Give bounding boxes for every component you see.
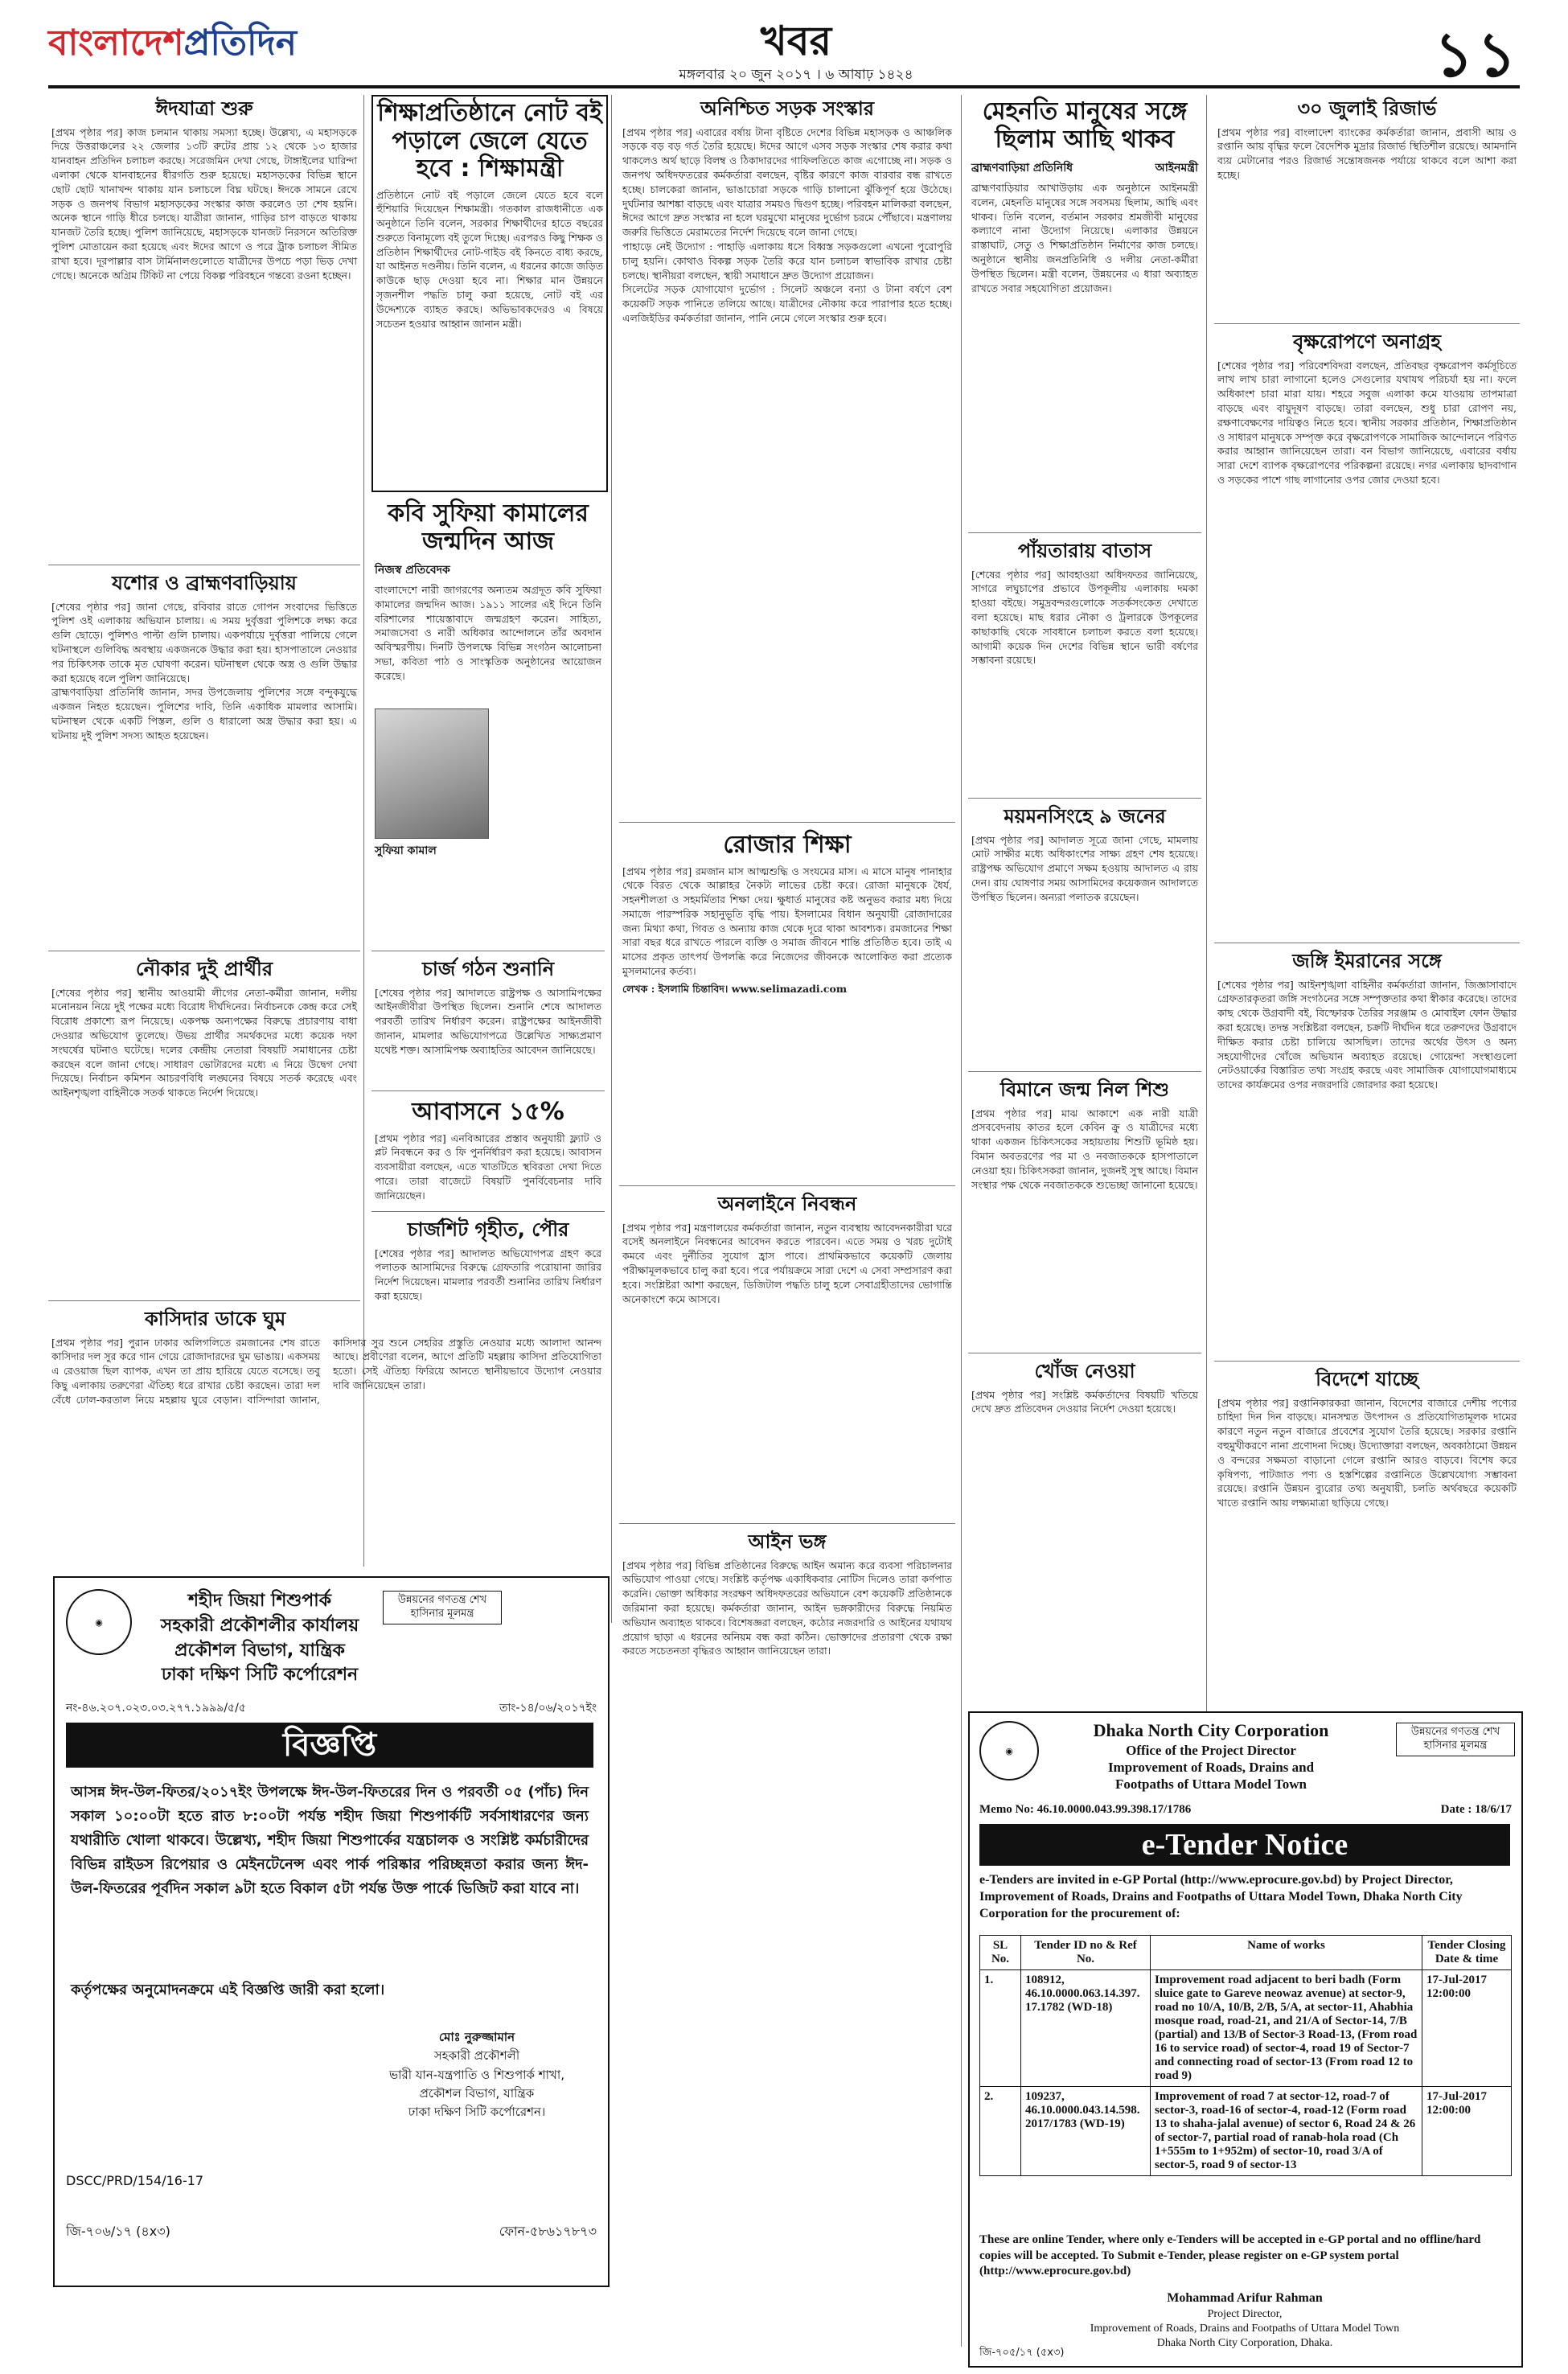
tender-table-header (980, 1936, 1512, 1970)
column-rule (1206, 95, 1207, 1711)
article-body: [প্রথম পৃষ্ঠার পর] রপ্তানিকারকরা জানান, বিদেশের বাজারে দেশীয় পণ্যের চাহিদা দিন দিন বাড়ছে। মানসম্মত উৎপাদন ও প্রতিযোগিতামূলক দামের কারণে নতুন নতুন বাজারে প্রবেশের সুযোগ তৈরি হয়েছে। সরকার রপ্তানি বহুমুখীকরণে নানা প্রণোদনা দিচ্ছে। উদ্যোক্তারা বলছেন, অবকাঠামো উন্নয়ন ও বন্দরের সক্ষমতা বাড়ানো গেলে রপ্তানি আরও বাড়বে। বিশেষ করে কৃষিপণ্য, পাটজাত পণ্য ও হস্তশিল্পের রপ্তানিতে উল্লেখযোগ্য সম্ভাবনা রয়েছে। রপ্তানি উন্নয়ন ব্যুরোর তথ্য অনুযায়ী, চলতি অর্থবছরে কয়েকটি খাতে রপ্তানি আয় লক্ষ্যমাত্রা ছাড়িয়ে গেছে। (1217, 1396, 1517, 1509)
article-headline: রোজার শিক্ষা (723, 831, 852, 859)
ad-banner: বিজ্ঞপ্তি (66, 1723, 593, 1768)
article-mymensingh (968, 803, 1201, 1068)
article-headline: আইন ভঙ্গ (748, 1530, 827, 1553)
article-byline-right: আইনমন্ত্রী (1155, 162, 1198, 175)
article-headline: বৃক্ষরোপণে অনাগ্রহ (1292, 331, 1442, 353)
article-chargesheet (371, 1216, 605, 1301)
article-headline: শিক্ষাপ্রতিষ্ঠানে নোট বই পড়ালে জেলে যেতে হবে : শিক্ষামন্ত্রী (377, 99, 602, 183)
ad-slogan: উন্নয়নের গণতন্ত্র শেখ হাসিনার মূলমন্ত্র (1396, 1723, 1515, 1756)
ad-org-line2: সহকারী প্রকৌশলীর কার্যালয় (160, 1615, 359, 1636)
article-body: ব্রাহ্মণবাড়িয়ার আখাউড়ায় এক অনুষ্ঠানে আইনমন্ত্রী বলেন, মেহনতি মানুষের সঙ্গে সবসময় ছিলাম, আছি এবং থাকব। তিনি বলেন, বর্তমান সরকার শ্রমজীবী মানুষের কল্যাণে নানা উদ্যোগ নিয়েছে। এলাকার উন্নয়নে রাস্তাঘাট, সেতু ও শিক্ষাপ্রতিষ্ঠান নির্মাণের কাজ চলছে। অনুষ্ঠানে স্থানীয় জনপ্রতিনিধি ও দলীয় নেতা-কর্মীরা উপস্থিত ছিলেন। মন্ত্রী বলেন, উন্নয়নের এ ধারা অব্যাহত রাখতে সবার সহযোগিতা প্রয়োজন। (971, 182, 1198, 294)
article-jessore (48, 569, 360, 947)
ad-ref-code: জি-৭০৬/১৭ (৪x৩) (66, 2224, 170, 2239)
column-header: Tender ID no & Ref No. (1021, 1936, 1151, 1970)
article-headline: নৌকার দুই প্রার্থীর (135, 958, 273, 980)
article-body: প্রতিষ্ঠানে নোট বই পড়ালে জেলে যেতে হবে বলে হুঁশিয়ারি দিয়েছেন শিক্ষামন্ত্রী। গতকাল রাজধানীতে এক অনুষ্ঠানে তিনি বলেন, সরকার শিক্ষার্থীদের হাতে বছরের শুরুতে বিনামূল্যে বই তুলে দিচ্ছে। এরপরও কিছু শিক্ষক ও প্রতিষ্ঠান শিক্ষার্থীদের নোট-গাইড বই কিনতে বাধ্য করছে, যা আইনত দণ্ডনীয়। তিনি বলেন, এ ধরনের কাজে জড়িত কাউকে ছাড় দেওয়া হবে না। শিক্ষার মান উন্নয়নে সৃজনশীল পদ্ধতি চালু করা হয়েছে, নোট বই এর উদ্দেশ্যকে ব্যাহত করছে। অভিভাবকদেরও এ বিষয়ে সচেতন হওয়ার আহ্বান জানান মন্ত্রী। (376, 188, 603, 330)
article-body: [প্রথম পৃষ্ঠার পর] রমজান মাস আত্মশুদ্ধি ও সংযমের মাস। এ মাসে মানুষ পানাহার থেকে বিরত থেকে আল্লাহর নৈকট্য লাভের চেষ্টা করে। রোজা মানুষকে ধৈর্য, সহনশীলতা ও সহমর্মিতার শিক্ষা দেয়। ক্ষুধার্ত মানুষের কষ্ট অনুভব করার মধ্য দিয়ে সমাজে পারস্পরিক সহানুভূতি বৃদ্ধি পায়। ইসলামের বিধান অনুযায়ী রোজাদারের জন্য মিথ্যা কথা, গিবত ও অন্যায় কাজ থেকে দূরে থাকা আবশ্যক। রমজানের শিক্ষা সারা বছর ধরে রাখতে পারলে ব্যক্তি ও সমাজ জীবনে শান্তি প্রতিষ্ঠিত হবে। তাই এ মাসের প্রকৃত তাৎপর্য উপলব্ধি করে নিজেদের জীবনকে আলোকিত করা প্রত্যেক মুসলমানের কর্তব্য। (622, 865, 952, 978)
article-headline: চার্জ গঠন শুনানি (421, 958, 555, 980)
article-body: [প্রথম পৃষ্ঠার পর] মন্ত্রণালয়ের কর্মকর্তারা জানান, নতুন ব্যবস্থায় আবেদনকারীরা ঘরে বসেই অনলাইনে নিবন্ধনের আবেদন করতে পারবেন। এতে সময় ও খরচ দুটোই কমবে এবং দুর্নীতির সুযোগ হ্রাস পাবে। প্রাথমিকভাবে কয়েকটি জেলায় পরীক্ষামূলকভাবে চালু করা হবে। পরে পর্যায়ক্রমে সারা দেশে এ সেবা সম্প্রসারণ করা হবে। সংশ্লিষ্টরা আশা করছেন, ডিজিটাল পদ্ধতি চালু হলে সেবাগ্রহীতাদের ভোগান্তি অনেকাংশে কমে আসবে। (622, 1221, 952, 1305)
article-headline: মেহনতি মানুষের সঙ্গে ছিলাম আছি থাকব (982, 97, 1188, 154)
tender-memo: Memo No: 46.10.0000.043.99.398.17/1786 (979, 1803, 1192, 1816)
sufia-kamal-photo (375, 709, 489, 839)
column-header: Tender Closing Date & time (1422, 1936, 1512, 1970)
ad-signer-title: সহকারী প্রকৌশলী (433, 2048, 520, 2064)
article-writer: লেখক : ইসলামি চিন্তাবিদ। www.selimazadi.com (622, 982, 848, 995)
article-plane (968, 1076, 1201, 1349)
article-labor (968, 95, 1201, 529)
article-headline: চার্জশিট গৃহীত, পৌর (407, 1218, 569, 1241)
tender-date: Date : 18/6/17 (1440, 1803, 1512, 1816)
article-minister (371, 95, 608, 492)
article-headline: বিমানে জন্ম নিল শিশু (1000, 1078, 1169, 1101)
article-online (619, 1190, 955, 1520)
article-housing (371, 1095, 605, 1208)
dscc-logo-icon: ◉ (66, 1589, 132, 1655)
article-headline: ময়মনসিংহে ৯ জনের (1004, 805, 1166, 828)
tender-banner: e-Tender Notice (979, 1824, 1510, 1866)
photo-caption: সুফিয়া কামাল (375, 844, 437, 857)
article-body: [প্রথম পৃষ্ঠার পর] পুরান ঢাকার অলিগলিতে রমজানের শেষ রাতে কাসিদার দল সুর করে গান গেয়ে রোজাদারদের ঘুম ভাঙায়। একসময় এ রেওয়াজ ছিল ব্যাপক, এখন তা প্রায় হারিয়ে যেতে বসেছে। তবু কিছু এলাকায় তরুণেরা ঐতিহ্য ধরে রাখার চেষ্টা করছেন। তারা দল বেঁধে ঢোল-করতাল নিয়ে মহল্লায় ঘুরে বেড়ান। বাসিন্দারা জানান, কাসিদার সুর শুনে সেহরির প্রস্তুতি নেওয়ার মধ্যে আলাদা আনন্দ আছে। প্রবীণেরা বলেন, আগে প্রতিটি মহল্লায় কাসিদা প্রতিযোগিতা হতো। সেই ঐতিহ্য ফিরিয়ে আনতে স্থানীয়ভাবে উদ্যোগ নেওয়ার দাবি জানিয়েছেন তারা। (51, 1336, 601, 1406)
tender-closing: 17-Jul-2017 12:00:00 (1422, 2087, 1512, 2176)
article-divider (968, 1071, 1201, 1072)
tender-footer: These are online Tender, where only e-Tenders will be accepted in e-GP portal and no offline/hard copies will be accepted. To Submit e-Tender, please register on e-GP system portal (http://www.eprocure.gov.bd) (979, 2233, 1481, 2277)
article-charge (371, 955, 605, 1088)
ad-signer-name: মোঃ নুরুজ্জামান (438, 2030, 515, 2044)
tender-org-line4: Footpaths of Uttara Model Town (1114, 1776, 1307, 1792)
tender-org-line2: Office of the Project Director (1126, 1742, 1296, 1758)
article-headline: ৩০ জুলাই রিজার্ভ (1297, 97, 1437, 120)
article-body: [প্রথম পৃষ্ঠার পর] এবারের বর্ষায় টানা বৃষ্টিতে দেশের বিভিন্ন মহাসড়ক ও আঞ্চলিক সড়কে বড় বড় গর্ত তৈরি হয়েছে। ঈদের আগে এসব সড়ক সংস্কার শেষ করার কথা থাকলেও অর্থ ছাড়ে বিলম্ব ও ঠিকাদারদের গাফিলতিতে কাজ এগোচ্ছে না। সড়ক ও জনপথ অধিদফতরের কর্মকর্তারা বলছেন, বৃষ্টির কারণে কাজ বারবার বন্ধ রাখতে হচ্ছে। চালকেরা জানান, ভাঙাচোরা সড়কে গাড়ি চালানো ঝুঁকিপূর্ণ হয়ে উঠেছে। দুর্ঘটনার আশঙ্কা বাড়ছে এবং যাত্রার সময়ও দ্বিগুণ হচ্ছে। পরিবহন মালিকরা বলছেন, ঈদের আগে দ্রুত সংস্কার না হলে ঘরমুখো মানুষের দুর্ভোগ চরমে পৌঁছাবে। মন্ত্রণালয় জরুরি ভিত্তিতে মেরামতের নির্দেশ দিয়েছে বলে জানা গেছে। পাহাড়ে নেই উদ্যোগ : পাহাড়ি এলাকায় ধসে বিধ্বস্ত সড়কগুলো এখনো পুরোপুরি চালু হয়নি। কোথাও বিকল্প সড়ক তৈরি করে যান চলাচল স্বাভাবিক রাখার চেষ্টা চলছে। স্থানীয়রা বলছেন, স্থায়ী সমাধানে দ্রুত উদ্যোগ প্রয়োজন। সিলেটের সড়ক যোগাযোগ দুর্ভোগ : সিলেট অঞ্চলে বন্যা ও টানা বর্ষণে বেশ কয়েকটি সড়ক পানিতে তলিয়ে আছে। যাত্রীদের নৌকায় করে পারাপার হতে হচ্ছে। এলজিইডির কর্মকর্তারা জানান, পানি নেমে গেলে সংস্কার শুরু হবে। (622, 125, 952, 324)
article-reserve (1214, 95, 1520, 320)
article-divider (371, 1211, 605, 1212)
article-divider (371, 1090, 605, 1091)
article-body: [প্রথম পৃষ্ঠার পর] আদালত সূত্রে জানা গেছে, মামলায় মোট সাক্ষীর মধ্যে অধিকাংশের সাক্ষ্য গ্রহণ শেষ হয়েছে। রাষ্ট্রপক্ষ অভিযোগ প্রমাণে সক্ষম হওয়ায় আদালত এ রায় দেন। রায় ঘোষণার সময় আসামিদের কয়েকজন আদালতে উপস্থিত ছিলেন। অন্যরা পলাতক রয়েছেন। (971, 833, 1198, 903)
article-kashidir (48, 1305, 605, 1567)
ad-signer-dept2: প্রকৌশল বিভাগ, যান্ত্রিক (419, 2085, 535, 2101)
article-body: [প্রথম পৃষ্ঠার পর] এনবিআরের প্রস্তাব অনুযায়ী ফ্ল্যাট ও প্লট নিবন্ধনে কর ও ফি পুনর্নির্ধারণ করা হয়েছে। আবাসন ব্যবসায়ীরা বলছেন, এতে খাতটিতে স্থবিরতা দেখা দিতে পারে। তারা বাজেটে বিষয়টি পুনর্বিবেচনার দাবি জানিয়েছেন। (375, 1132, 601, 1201)
tender-signer-name: Mohammad Arifur Rahman (1167, 2291, 1323, 2305)
ad-org-line4: ঢাকা দক্ষিণ সিটি কর্পোরেশন (161, 1665, 359, 1686)
dscc-notice-ad (53, 1576, 610, 2287)
article-sufia (371, 497, 605, 947)
tender-table (979, 1935, 1512, 2176)
masthead (48, 6, 1520, 88)
dncc-logo-icon: ◉ (979, 1721, 1039, 1780)
article-body: [শেষের পৃষ্ঠার পর] আইনশৃঙ্খলা বাহিনীর কর্মকর্তারা জানান, জিজ্ঞাসাবাদে গ্রেফতারকৃতরা জঙ্গি সংগঠনের সঙ্গে সম্পৃক্ততার কথা স্বীকার করেছে। তাদের কাছ থেকে উগ্রবাদী বই, বিস্ফোরক তৈরির সরঞ্জাম ও মোবাইল ফোন উদ্ধার করা হয়েছে। তদন্ত সংশ্লিষ্টরা বলছেন, চক্রটি দীর্ঘদিন ধরে তরুণদের উগ্রবাদে দীক্ষিত করার চেষ্টা চালিয়ে আসছিল। তাদের অর্থের উৎস ও অন্য সহযোগীদের খোঁজে অভিযান অব্যাহত রয়েছে। গোয়েন্দা সংস্থাগুলো নেটওয়ার্কের বিস্তারিত তথ্য সংগ্রহ করছে এবং সামাজিক যোগাযোগমাধ্যমে তাদের কার্যক্রমের ওপর নজরদারি জোরদার করা হয়েছে। (1217, 978, 1517, 1091)
column-header: SL No. (980, 1936, 1021, 1970)
article-abroad (1214, 1366, 1520, 1703)
tender-ref: 109237, 46.10.0000.043.14.598. 2017/1783 (WD-19) (1021, 2087, 1151, 2176)
article-body: [শেষের পৃষ্ঠার পর] পরিবেশবিদরা বলছেন, প্রতিবছর বৃক্ষরোপণ কর্মসূচিতে লাখ লাখ চারা লাগানো হলেও সেগুলোর যথাযথ পরিচর্যা হয় না। ফলে অধিকাংশ চারা মারা যায়। শহরে সবুজ এলাকা কমে যাওয়ায় তাপমাত্রা বাড়ছে এবং বায়ুদূষণ বাড়ছে। তারা বলছেন, শুধু চারা রোপণ নয়, রক্ষণাবেক্ষণের দায়িত্বও নিতে হবে। স্থানীয় সরকার প্রতিষ্ঠান, শিক্ষাপ্রতিষ্ঠান ও সাধারণ মানুষকে সম্পৃক্ত করে বৃক্ষরোপণকে সামাজিক আন্দোলনে পরিণত করার আহ্বান জানিয়েছেন তারা। বন বিভাগ জানিয়েছে, এবারের বর্ষায় সারা দেশে ব্যাপক বৃক্ষরোপণের পরিকল্পনা রয়েছে। নগর এলাকায় ছাদবাগান ও সড়কের পাশে গাছ লাগানোর ওপর জোর দেওয়া হবে। (1217, 359, 1517, 486)
tender-work: Improvement road adjacent to beri badh (Form sluice gate to Gareve neowaz avenue) at sector-9, road no 10/A, 10/B, 2/B, 5/A, at sector-11, Ahabhia mosque road, road-21, and 21/A of Sector-14, 7/B (partial) and 13/B of Sector-3 Road-13, (From road 16 to service road) of sector-4, road 19 of Sector-7 and connecting road of sector-13 (From road 12 to road 9) (1151, 1970, 1422, 2087)
article-body: [প্রথম পৃষ্ঠার পর] বিভিন্ন প্রতিষ্ঠানের বিরুদ্ধে আইন অমান্য করে ব্যবসা পরিচালনার অভিযোগ পাওয়া গেছে। সংশ্লিষ্ট কর্তৃপক্ষ একাধিকবার নোটিস দিলেও তারা কর্ণপাত করেনি। ভোক্তা অধিকার সংরক্ষণ অধিদফতরের অভিযানে বেশ কয়েকটি প্রতিষ্ঠানকে জরিমানা করা হয়েছে। কর্মকর্তারা জানান, আইন ভঙ্গকারীদের বিরুদ্ধে নিয়মিত অভিযান অব্যাহত থাকবে। বিশেষজ্ঞরা বলছেন, কঠোর নজরদারি ও আইনের যথাযথ প্রয়োগ ছাড়া এ ধরনের অনিয়ম বন্ধ করা কঠিন। ভোক্তাদের প্রতারণা থেকে রক্ষা করতে সচেতনতা বৃদ্ধিরও আহ্বান জানিয়েছেন তারা। (622, 1559, 952, 1657)
article-body: [শেষের পৃষ্ঠার পর] জানা গেছে, রবিবার রাতে গোপন সংবাদের ভিত্তিতে পুলিশ ওই এলাকায় অভিযান চালায়। এ সময় দুর্বৃত্তরা পুলিশকে লক্ষ্য করে গুলি ছোড়ে। পুলিশও পাল্টা গুলি চালায়। একপর্যায়ে দুর্বৃত্তরা পালিয়ে গেলে ঘটনাস্থলে গুলিবিদ্ধ অবস্থায় একজনকে উদ্ধার করা হয়। হাসপাতালে নেওয়ার পর চিকিৎসক তাকে মৃত ঘোষণা করেন। ঘটনাস্থল থেকে অস্ত্র ও গুলি উদ্ধার করা হয়েছে বলে পুলিশ জানিয়েছে। ব্রাহ্মণবাড়িয়া প্রতিনিধি জানান, সদর উপজেলায় পুলিশের সঙ্গে বন্দুকযুদ্ধে একজন নিহত হয়েছেন। পুলিশের দাবি, তিনি একাধিক মামলার আসামি। ঘটনাস্থল থেকে একটি পিস্তল, গুলি ও ধারালো অস্ত্র উদ্ধার করা হয়। এ ঘটনায় দুই পুলিশ সদস্য আহত হয়েছেন। (51, 600, 357, 741)
article-headline: অনিশ্চিত সড়ক সংস্কার (700, 97, 874, 120)
brand-part1: বাংলাদেশ (48, 23, 184, 64)
dateline: মঙ্গলবার ২০ জুন ২০১৭ । ৬ আষাঢ় ১৪২৪ (679, 67, 913, 83)
article-body: [শেষের পৃষ্ঠার পর] স্থানীয় আওয়ামী লীগের নেতা-কর্মীরা জানান, দলীয় মনোনয়ন নিয়ে দুই পক্ষের মধ্যে বিরোধ দীর্ঘদিনের। নির্বাচনকে কেন্দ্র করে সেই বিরোধ প্রকাশ্যে রূপ নিয়েছে। একপক্ষ অন্যপক্ষের বিরুদ্ধে প্রচারণায় বাধা দেওয়ার অভিযোগ তুলেছে। উভয় প্রার্থীর সমর্থকদের মধ্যে কয়েক দফা সংঘর্ষের ঘটনাও ঘটেছে। দলের কেন্দ্রীয় নেতারা বিষয়টি সমাধানের চেষ্টা করছেন বলে জানা গেছে। সাধারণ ভোটারদের মধ্যে এ নিয়ে উদ্বেগ দেখা দিয়েছে। নির্বাচন কমিশন আচরণবিধি লঙ্ঘনের বিষয়ে সতর্ক করেছে এবং আইনশৃঙ্খলা বাহিনীকে সতর্ক থাকতে নির্দেশ দিয়েছে। (51, 986, 357, 1099)
article-body: [প্রথম পৃষ্ঠার পর] সংশ্লিষ্ট কর্মকর্তাদের বিষয়টি খতিয়ে দেখে দ্রুত প্রতিবেদন দেওয়ার নির্দেশ দেওয়া হয়েছে। (971, 1388, 1198, 1415)
article-divider (619, 1185, 955, 1186)
article-divider (1214, 1361, 1520, 1362)
article-body: বাংলাদেশে নারী জাগরণের অন্যতম অগ্রদূত কবি সুফিয়া কামালের জন্মদিন আজ। ১৯১১ সালের এই দিনে তিনি বরিশালের শায়েস্তাবাদে জন্মগ্রহণ করেন। সাহিত্য, সমাজসেবা ও নারী অধিকার আন্দোলনে তাঁর অবদান অবিস্মরণীয়। দিনটি উপলক্ষে বিভিন্ন সংগঠন আলোচনা সভা, কবিতা পাঠ ও সাংস্কৃতিক অনুষ্ঠানের আয়োজন করেছে। (375, 584, 601, 682)
column-header: Name of works (1151, 1936, 1422, 1970)
page-number: ১১ (1434, 18, 1520, 90)
tender-ref: 108912, 46.10.0000.063.14.397. 17.1782 (WD-18) (1021, 1970, 1151, 2087)
article-body: [প্রথম পৃষ্ঠার পর] কাজ চলমান থাকায় সমস্যা হচ্ছে। উল্লেখ্য, এ মহাসড়কে দিয়ে উত্তরাঞ্চলের ২২ জেলার ১৩টি রুটের প্রায় ১২ থেকে ১৩ হাজার যানবাহন প্রতিদিন চলাচল করছে। সরেজমিন দেখা গেছে, টাঙ্গাইলের ঘারিন্দা এলাকা থেকে যানবাহনের ধীরগতি শুরু হয়েছে। মহাসড়কের বিভিন্ন স্থানে ছোট ছোট খানাখন্দ থাকায় যান চলাচলে বিঘ্ন ঘটছে। ঈদকে সামনে রেখে সড়ক ও জনপথ বিভাগ মহাসড়কের সংস্কার কাজ করলেও তা শেষ হয়নি। অনেক স্থানে গাড়ি ধীরে চলছে। যাত্রীরা জানান, গাড়ির চাপ বাড়তে থাকায় যানজট তৈরি হচ্ছে। পুলিশ জানিয়েছে, মহাসড়কে যানজট নিরসনে অতিরিক্ত পুলিশ মোতায়েন করা হয়েছে এবং ঈদের আগে ও পরে ট্রাক চলাচল সীমিত রাখা হবে। দূরপাল্লার বাস টার্মিনালগুলোতে যাত্রীদের উপচে পড়া ভিড় দেখা গেছে। অনেকে অগ্রিম টিকিট না পেয়ে বিকল্প পরিবহনে গন্তব্যে রওনা হচ্ছেন। (51, 125, 357, 281)
tender-closing: 17-Jul-2017 12:00:00 (1422, 1970, 1512, 2087)
article-boat (48, 955, 360, 1297)
article-body: [শেষের পৃষ্ঠার পর] আদালত অভিযোগপত্র গ্রহণ করে পলাতক আসামিদের বিরুদ্ধে গ্রেফতারি পরোয়ানা জারির নির্দেশ দিয়েছেন। মামলার পরবর্তী শুনানির তারিখ নির্ধারণ করা হয়েছে। (375, 1247, 601, 1301)
article-byline: ব্রাহ্মণবাড়িয়া প্রতিনিধি (971, 162, 1073, 175)
tender-signer-title: Project Director, (1207, 2307, 1283, 2320)
section-title: খবর (760, 18, 832, 64)
article-headline: ঈদযাত্রা শুরু (155, 97, 253, 120)
article-eid (48, 95, 360, 561)
column-rule (961, 95, 962, 2347)
article-body: [প্রথম পৃষ্ঠার পর] মাঝ আকাশে এক নারী যাত্রী প্রসববেদনায় কাতর হলে কেবিন ক্রু ও যাত্রীদের মধ্যে থাকা একজন চিকিৎসকের সহায়তায় শিশুটি ভূমিষ্ঠ হয়। বিমান অবতরণের পর মা ও নবজাতককে হাসপাতালে নেওয়া হয়। চিকিৎসকরা জানান, দুজনই সুস্থ আছে। বিমান সংস্থার পক্ষ থেকে নবজাতককে শুভেচ্ছা জানানো হয়েছে। (971, 1107, 1198, 1191)
newspaper-logo (48, 16, 297, 75)
tender-work: Improvement of road 7 at sector-12, road-7 of sector-3, road-16 of sector-4, road-12 (Form road 13 to shaha-jalal avenue) of sector 6, Road 24 & 26 of sector-7, partial road of ranab-hola road (Ch 1+555m to 1+952m) of sector-10, road 3/A of sector-5, road 9 of sector-13 (1151, 2087, 1422, 2176)
article-law-break (619, 1528, 955, 2368)
article-headline: আবাসনে ১৫% (412, 1098, 564, 1126)
tender-ref-code: জি-৭০৫/১৭ (৫x৩) (979, 2347, 1065, 2359)
article-byline: নিজস্ব প্রতিবেদক (375, 564, 450, 577)
ad-memo-date: তাং-১৪/০৬/২০১৭ইং (499, 1702, 597, 1715)
ad-body: আসন্ন ঈদ-উল-ফিতর/২০১৭ইং উপলক্ষে ঈদ-উল-ফিতরের দিন ও পরবর্তী ০৫ (পাঁচ) দিন সকাল ১০:০০টা হতে রাত ৮:০০টা পর্যন্ত শহীদ জিয়া শিশুপার্কটি সর্বসাধারণের জন্য যথারীতি খোলা থাকবে। উল্লেখ্য, শহীদ জিয়া শিশুপার্কের যন্ত্রচালক ও সংশ্লিষ্ট কর্মচারীদের বিভিন্ন রাইডস রিপেয়ার ও মেইনটেনেন্স এবং পার্ক পরিষ্কার পরিচ্ছন্নতা করার জন্য ঈদ-উল-ফিতরের পূর্বদিন সকাল ৯টা হতে বিকাল ৫টা পর্যন্ত উক্ত পার্কে ভিজিট করা যাবে না। (71, 1784, 589, 1897)
ad-signer-dept1: ভারী যান-যন্ত্রপাতি ও শিশুপার্ক শাখা, (389, 2067, 564, 2082)
tender-sl: 2. (980, 2087, 1021, 2176)
ad-org-line3: প্রকৌশল বিভাগ, যান্ত্রিক (174, 1640, 345, 1661)
ad-signer-org: ঢাকা দক্ষিণ সিটি কর্পোরেশন। (408, 2105, 546, 2119)
ad-memo: নং-৪৬.২০৭.০২৩.০৩.২৭৭.১৯৯৯/৫/৫ (66, 1702, 246, 1715)
article-missing (968, 1357, 1201, 1518)
tender-sl: 1. (980, 1970, 1021, 2087)
tender-signer-line1: Improvement of Roads, Drains and Footpaths of Uttara Model Town (1090, 2322, 1400, 2335)
ad-slogan: উন্নয়নের গণতন্ত্র শেখ হাসিনার মূলমন্ত্র (383, 1591, 502, 1624)
ad-phone: ফোন-৫৮৬১৭৮৭৩ (499, 2224, 597, 2239)
table-row (980, 1970, 1512, 2087)
article-roza (619, 828, 955, 1182)
article-divider (968, 798, 1201, 799)
tender-intro: e-Tenders are invited in e-GP Portal (http://www.eprocure.gov.bd) by Project Director, Improvement of Roads, Drains and Footpaths of Uttara Model Town, Dhaka North City Corporation for the procurement of: (979, 1873, 1463, 1920)
table-row (980, 2087, 1512, 2176)
column-rule (611, 95, 612, 1623)
article-divider (48, 1300, 360, 1301)
article-militant (1214, 947, 1520, 1357)
article-body: [শেষের পৃষ্ঠার পর] আদালতে রাষ্ট্রপক্ষ ও আসামিপক্ষের আইনজীবীরা উপস্থিত ছিলেন। শুনানি শেষে আদালত পরবর্তী তারিখ নির্ধারণ করেন। রাষ্ট্রপক্ষের আইনজীবী জানান, মামলার অভিযোগপত্রে উল্লেখিত সাক্ষ্যপ্রমাণ যথেষ্ট শক্ত। আসামিপক্ষ অব্যাহতির আবেদন জানিয়েছে। (375, 986, 601, 1056)
article-divider (619, 822, 955, 823)
dncc-tender-ad (968, 1711, 1523, 2368)
article-headline: বিদেশে যাচ্ছে (1316, 1368, 1418, 1390)
article-headline: খোঁজ নেওয়া (1034, 1360, 1135, 1382)
article-road-repair (619, 95, 955, 819)
article-tree (1214, 328, 1520, 939)
tender-org-line3: Improvement of Roads, Drains and (1107, 1759, 1315, 1775)
ad-ref: DSCC/PRD/154/16-17 (66, 2173, 204, 2188)
article-headline: কাসিদার ডাকে ঘুম (145, 1308, 286, 1330)
tender-org-line1: Dhaka North City Corporation (1093, 1720, 1329, 1740)
article-divider (1214, 323, 1520, 324)
brand-part2: প্রতিদিন (183, 23, 297, 64)
ad-closing: কর্তৃপক্ষের অনুমোদনক্রমে এই বিজ্ঞপ্তি জারী করা হলো। (71, 1982, 385, 1998)
article-headline: অনলাইনে নিবন্ধন (717, 1193, 857, 1215)
article-headline: পাঁয়তারায় বাতাস (1017, 540, 1152, 562)
article-headline: জঙ্গি ইমরানের সঙ্গে (1292, 950, 1442, 972)
article-divider (619, 1523, 955, 1524)
article-wind (968, 537, 1201, 795)
article-divider (968, 532, 1201, 533)
article-body: [প্রথম পৃষ্ঠার পর] বাংলাদেশ ব্যাংকের কর্মকর্তারা জানান, প্রবাসী আয় ও রপ্তানি আয় বৃদ্ধির ফলে বৈদেশিক মুদ্রার রিজার্ভ স্থিতিশীল রয়েছে। আমদানি ব্যয় মেটানোর পরও রিজার্ভ সন্তোষজনক পর্যায়ে থাকবে বলে আশা করা হচ্ছে। (1217, 125, 1517, 181)
ad-org-line1: শহীদ জিয়া শিশুপার্ক (187, 1591, 331, 1611)
article-headline: কবি সুফিয়া কামালের জন্মদিন আজ (388, 499, 589, 556)
article-body: [শেষের পৃষ্ঠার পর] আবহাওয়া অধিদফতর জানিয়েছে, সাগরে লঘুচাপের প্রভাবে উপকূলীয় এলাকায় দমকা হাওয়া বইছে। সমুদ্রবন্দরগুলোকে সতর্কসংকেত দেখাতে বলা হয়েছে। মাছ ধরার নৌকা ও ট্রলারকে উপকূলের কাছাকাছি থেকে সাবধানে চলাচল করতে বলা হয়েছে। আগামী কয়েক দিন দেশের বিভিন্ন স্থানে ভারী বর্ষণের সম্ভাবনা রয়েছে। (971, 568, 1198, 667)
article-headline: যশোর ও ব্রাহ্মণবাড়িয়ায় (112, 572, 297, 594)
tender-signer-line2: Dhaka North City Corporation, Dhaka. (1156, 2337, 1333, 2350)
